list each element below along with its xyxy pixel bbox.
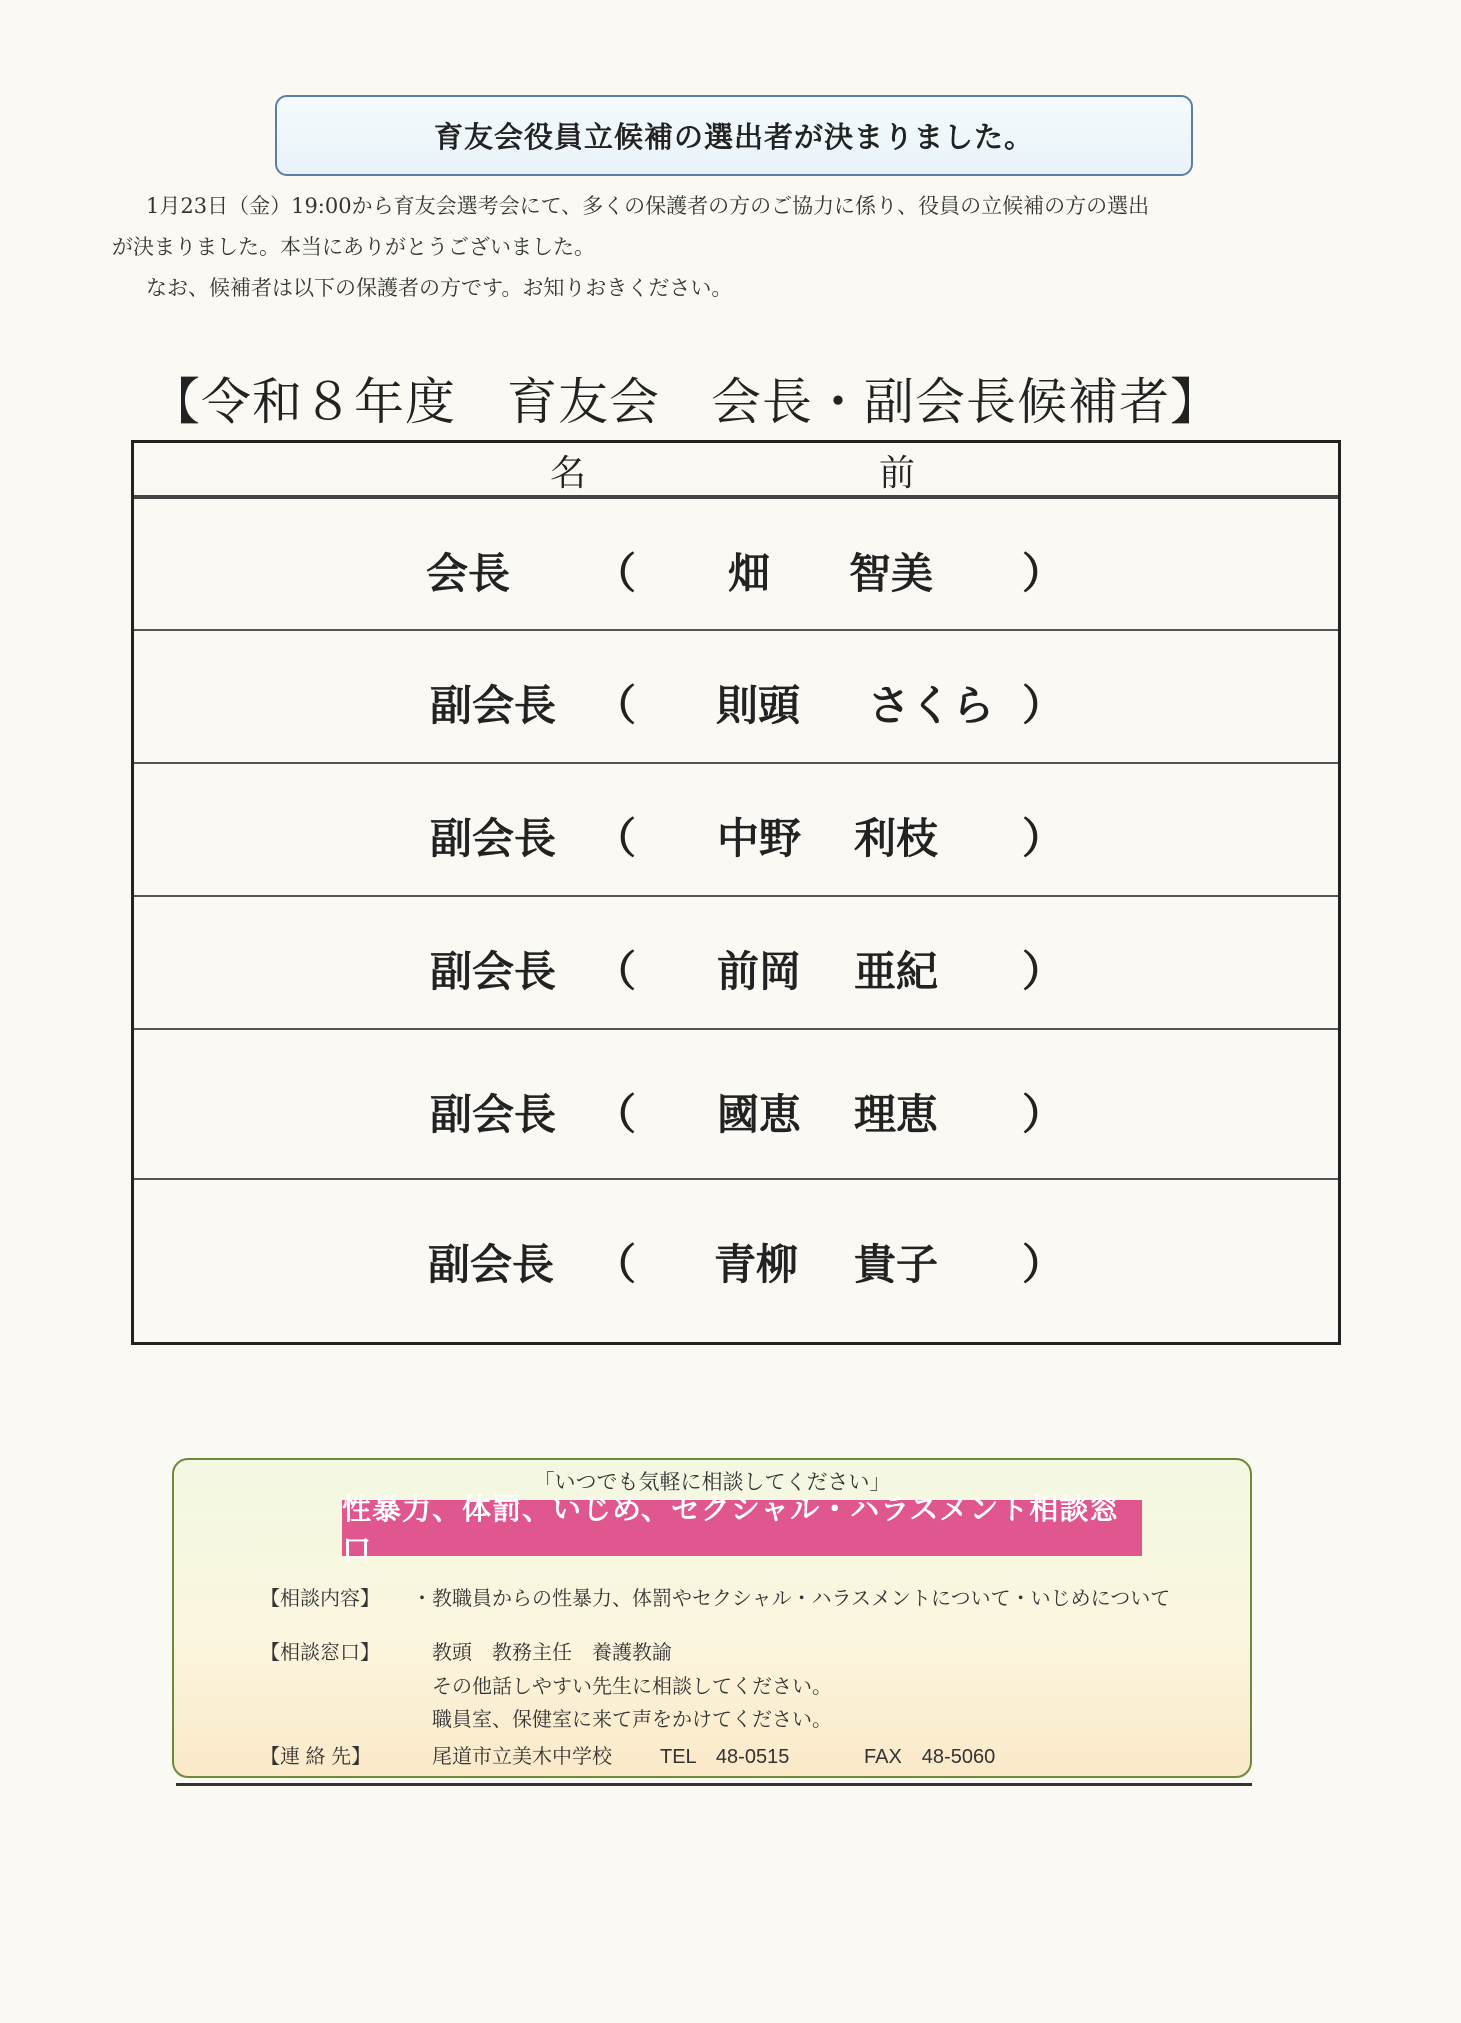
given-name: 智美 xyxy=(849,549,934,598)
intro-line-1: 1月23日（金）19:00から育友会選考会にて、多くの保護者の方のご協力に係り、役員の立候補の方の選出 xyxy=(146,194,1150,218)
role: 会長 xyxy=(426,549,511,598)
content-value: ・教職員からの性暴力、体罰やセクシャル・ハラスメントについて・いじめについて xyxy=(412,1588,1171,1610)
notice-title: 育友会役員立候補の選出者が決まりました。 xyxy=(275,95,1193,176)
surname: 前岡 xyxy=(717,947,802,996)
close-paren: ） xyxy=(1022,549,1065,598)
given-name: さくら xyxy=(868,681,995,730)
table-row xyxy=(134,631,1338,764)
open-paren: （ xyxy=(594,681,637,730)
contact-tel: TEL 48-0515 xyxy=(660,1746,790,1768)
table-row xyxy=(134,764,1338,897)
consultation-banner: 性暴力、体罰、いじめ、セクシャル・ハラスメント相談窓口 xyxy=(342,1500,1142,1556)
close-paren: ） xyxy=(1022,681,1065,730)
given-name: 利枝 xyxy=(854,814,939,863)
intro-line-2: が決まりました。本当にありがとうございました。 xyxy=(112,235,595,259)
intro-line-3: なお、候補者は以下の保護者の方です。お知りおきください。 xyxy=(146,276,733,300)
candidates-title: 【令和８年度 育友会 会長・副会長候補者】 xyxy=(150,373,1221,431)
surname: 青柳 xyxy=(714,1240,799,1289)
header-name-right: 前 xyxy=(879,453,916,494)
consultation-subtitle: 「いつでも気軽に相談してください」 xyxy=(533,1471,891,1494)
open-paren: （ xyxy=(594,947,637,996)
table-row xyxy=(134,897,1338,1030)
contact-school: 尾道市立美木中学校 xyxy=(432,1746,612,1768)
surname: 中野 xyxy=(717,814,802,863)
open-paren: （ xyxy=(594,549,637,598)
close-paren: ） xyxy=(1022,1090,1065,1139)
role: 副会長 xyxy=(430,681,557,730)
contact-fax: FAX 48-5060 xyxy=(864,1746,996,1768)
surname: 畑 xyxy=(728,549,771,598)
open-paren: （ xyxy=(594,814,637,863)
content-label: 【相談内容】 xyxy=(260,1588,380,1610)
role: 副会長 xyxy=(430,947,557,996)
table-row xyxy=(134,1180,1338,1342)
surname: 則頭 xyxy=(716,681,801,730)
window-value-1: 教頭 教務主任 養護教諭 xyxy=(432,1642,672,1664)
window-label: 【相談窓口】 xyxy=(260,1642,380,1664)
close-paren: ） xyxy=(1022,1240,1065,1289)
close-paren: ） xyxy=(1022,947,1065,996)
given-name: 亜紀 xyxy=(854,947,939,996)
intro-text xyxy=(112,186,1362,309)
consultation-underline xyxy=(176,1783,1252,1786)
close-paren: ） xyxy=(1022,814,1065,863)
table-row xyxy=(134,499,1338,631)
table-row xyxy=(134,1030,1338,1180)
role: 副会長 xyxy=(428,1240,555,1289)
table-header xyxy=(134,443,1338,499)
header-name-left: 名 xyxy=(550,453,587,494)
consultation-box xyxy=(172,1458,1252,1778)
window-value-3: 職員室、保健室に来て声をかけてください。 xyxy=(432,1709,832,1731)
role: 副会長 xyxy=(430,1090,557,1139)
candidates-table xyxy=(131,440,1341,1345)
given-name: 貴子 xyxy=(854,1240,939,1289)
contact-label: 【連 絡 先】 xyxy=(260,1746,372,1768)
role: 副会長 xyxy=(430,814,557,863)
surname: 國恵 xyxy=(717,1090,802,1139)
window-value-2: その他話しやすい先生に相談してください。 xyxy=(432,1676,832,1698)
given-name: 理恵 xyxy=(854,1090,939,1139)
open-paren: （ xyxy=(594,1240,637,1289)
open-paren: （ xyxy=(594,1090,637,1139)
